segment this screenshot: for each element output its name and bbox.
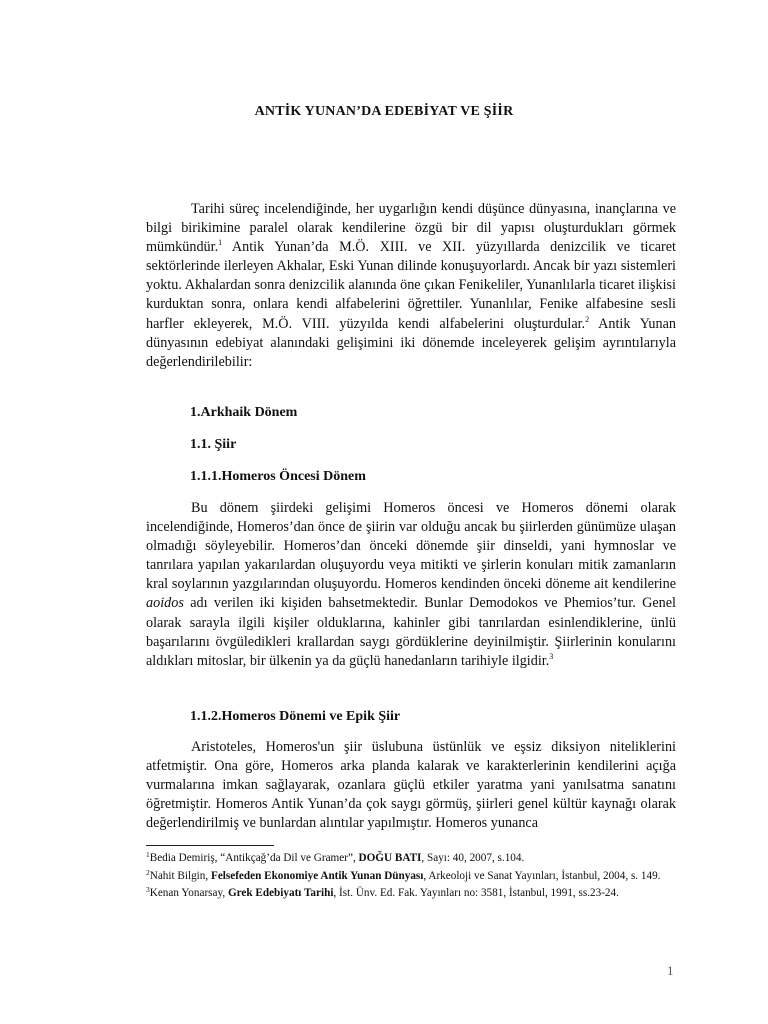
section-heading-homeros-oncesi: 1.1.1.Homeros Öncesi Dönem — [190, 469, 366, 484]
footnote-source-title: Grek Edebiyatı Tarihi — [227, 887, 334, 900]
footnote-text: Kenan Yonarsay, — [149, 887, 228, 900]
footnote-separator — [146, 845, 274, 846]
intro-text-1: Tarihi süreç incelendiğinde, her uygarlığın kendi düşünce dünyasına, inançlarına ve bilgi birikimine paralel olarak kendilerine özgü bir dil yapısı oluşturdukları görmek mümkündür. — [146, 201, 676, 256]
footnote-text: , Sayı: 40, 2007, s.104. — [421, 852, 525, 864]
footnote-source-title: Felsefeden Ekonomiye Antik Yunan Dünyası — [210, 869, 424, 882]
intro-paragraph — [146, 200, 676, 372]
footnote-text: Nahit Bilgin, — [149, 869, 211, 882]
footnote-text: , Arkeoloji ve Sanat Yayınları, İstanbul, 2004, s. 149. — [423, 869, 661, 882]
homeros-donemi-paragraph: Aristoteles, Homeros'un şiir üslubuna üstünlük ve eşsiz diksiyon niteliklerini atfetmiştir. Ona göre, Homeros arka planda kalarak ve karakterlerinin kendilerini açığa vurmalarına imkan sağlayarak, ozanlara güçlü etkiler yaratma yani yanılsatma sanatını öğretmiştir. Homeros Antik Yunan’da çok saygı görmüş, şiirleri genel kültür kaynağı olarak değerlendirilmiş ve bunlardan alıntılar yapılmıştır. Homeros yunanca — [146, 739, 676, 832]
footnote-ref-1: 1 — [218, 238, 223, 248]
page-title: ANTİK YUNAN’DA EDEBİYAT VE ŞİİR — [254, 104, 514, 119]
section-heading-arkhaik: 1.Arkhaik Dönem — [190, 405, 298, 420]
footnote-ref-2: 2 — [585, 314, 590, 324]
footnote-text: Bedia Demiriş, “Antikçağ’da Dil ve Gramer”, — [149, 852, 359, 864]
footnote-ref-3: 3 — [549, 651, 554, 661]
footnote-1 — [146, 848, 676, 866]
footnote-source-title: DOĞU BATI — [358, 852, 422, 864]
footnote-number: 3 — [146, 885, 150, 895]
page-number: 1 — [667, 963, 674, 978]
para2-italic-term: aoidos — [146, 595, 184, 612]
footnotes — [146, 848, 676, 901]
footnote-3 — [146, 883, 676, 901]
homeros-oncesi-paragraph — [146, 499, 676, 671]
intro-text-3: Antik Yunan dünyasının edebiyat alanındaki gelişimini iki dönemde inceleyerek gelişim ayrıntılarıyla değerlendirilebilir: — [146, 315, 676, 370]
para2-text-2: adı verilen iki kişiden bahsetmektedir. Bunlar Demodokos ve Phemios’tur. Genel olarak sarayla ilgili kişiler olduklarına, kahinler gibi tanrılardan esinlendiklerine, ünlü başarılarını övgüledikleri krallardan saygı gördüklerine deyinilmiştir. Şiirlerinin konularını aldıkları mitoslar, bir ülkenin ya da güçlü hanedanların tarihiyle ilgidir. — [146, 595, 676, 669]
footnote-text: , İst. Ünv. Ed. Fak. Yayınları no: 3581, İstanbul, 1991, ss.23-24. — [333, 887, 619, 900]
footnote-2 — [146, 866, 676, 884]
section-heading-homeros-donemi: 1.1.2.Homeros Dönemi ve Epik Şiir — [190, 709, 401, 724]
footnote-number: 2 — [146, 867, 150, 877]
para2-text-1: Bu dönem şiirdeki gelişimi Homeros öncesi ve Homeros dönemi olarak incelendiğinde, Homeros’dan önce de şiirin var olduğu ancak bu şiirlerden günümüze ulaşan olmadığı söyleyebilir. Homeros’dan önceki dönemde şiir dinseldi, yani hymnoslar ve tanrılara yapılan yakarılardan oluşuyordu veya mitikti ve şirlerin konuları mitik zamanların kral soylarının yazgılarından oluşuyordu. Homeros kendinden önceki döneme ait kendilerine — [146, 500, 676, 593]
intro-text-2: Antik Yunan’da M.Ö. XIII. ve XII. yüzyıllarda denizcilik ve ticaret sektörlerinde ilerleyen Akhalar, Eski Yunan dilinde konuşuyorlardı. Ancak bir yazı sistemleri yoktu. Akhalardan sonra denizcilik alanında öne çıkan Fenikeliler, Yunanlılarla ticaret ilişkisi kurduktan sonra, onlara kendi alfabelerini öğrettiler. Yunanlılar, Fenike alfabesine sesli harfler ekleyerek, M.Ö. VIII. yüzyılda kendi alfabelerini oluşturdular. — [146, 239, 676, 332]
section-heading-siir: 1.1. Şiir — [190, 437, 237, 452]
footnote-number: 1 — [146, 850, 150, 859]
